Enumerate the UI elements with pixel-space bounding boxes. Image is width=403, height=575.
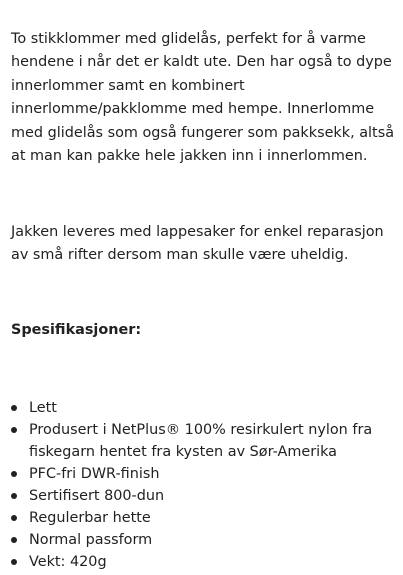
bullet-icon [11, 559, 17, 565]
bullet-icon [11, 493, 17, 499]
spec-item [11, 529, 396, 551]
spec-item-text: Lett [29, 400, 57, 416]
spec-list [11, 397, 396, 573]
spec-heading: Spesifikasjoner: [11, 322, 142, 338]
spec-item [11, 485, 396, 507]
bullet-icon [11, 471, 17, 477]
spec-item [11, 507, 396, 529]
spec-item [11, 551, 396, 573]
description-paragraph-repair: Jakken leveres med lappesaker for enkel reparasjon av små rifter dersom man skulle være uheldig. [11, 224, 384, 264]
description-paragraph-pockets: To stikklommer med glidelås, perfekt for å varme hendene i når det er kaldt ute. Den har også to dype innerlommer samt en kombinert innerlomme/pakklomme med hempe. Innerlomme med glidelås som også fungerer som pakksekk, altså at man kan pakke hele jakken inn i innerlommen. [11, 31, 395, 165]
bullet-icon [11, 515, 17, 521]
bullet-icon [11, 537, 17, 543]
spec-item-text: Vekt: 420g [29, 554, 107, 570]
bullet-icon [11, 405, 17, 411]
spec-item [11, 397, 396, 419]
spec-item [11, 419, 396, 463]
spec-item [11, 463, 396, 485]
spec-item-text: Sertifisert 800-dun [29, 488, 165, 504]
spec-item-text: Regulerbar hette [29, 510, 151, 526]
bullet-icon [11, 427, 17, 433]
spec-item-text: PFC-fri DWR-finish [29, 466, 160, 482]
spec-item-text: Produsert i NetPlus® 100% resirkulert nylon fra fiskegarn hentet fra kysten av Sør-Amerika [29, 422, 373, 460]
spec-item-text: Normal passform [29, 532, 153, 548]
